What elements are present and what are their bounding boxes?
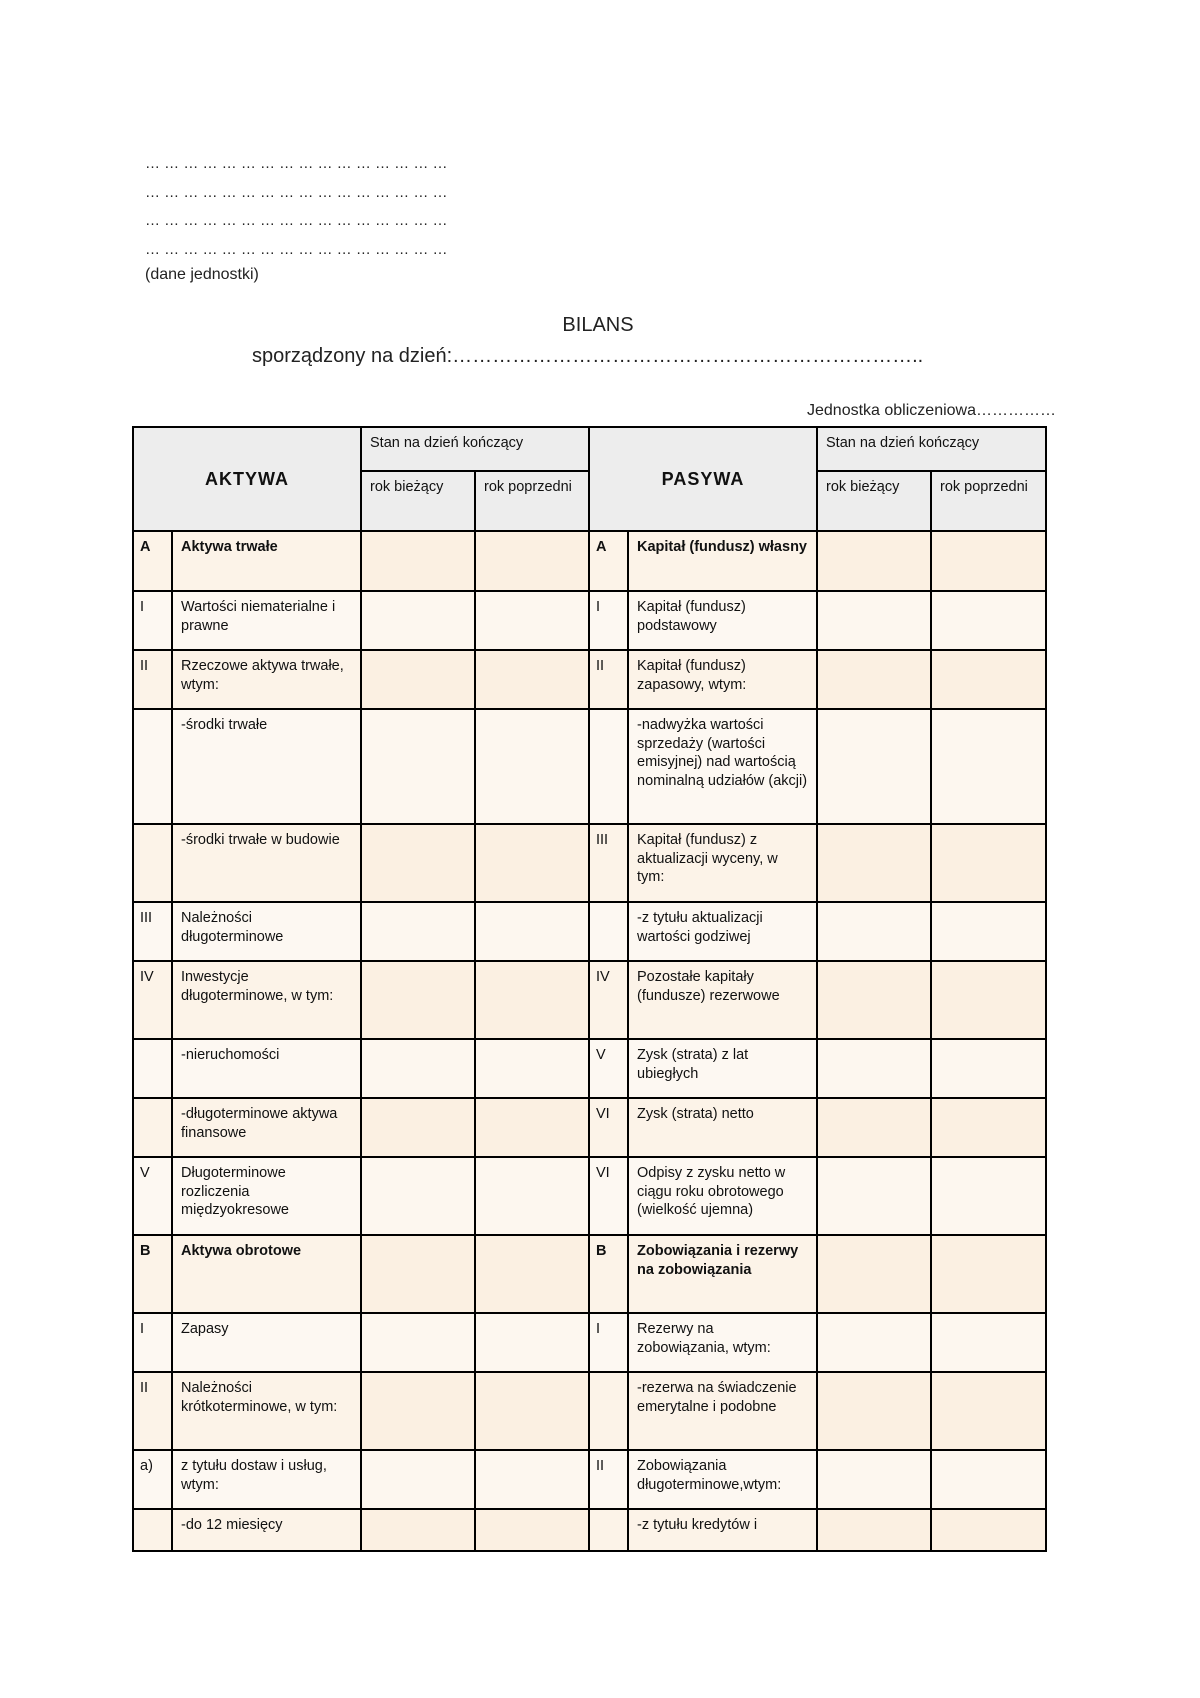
assets-item-label: Rzeczowe aktywa trwałe, wtym: [172, 650, 361, 709]
assets-item-label: Zapasy [172, 1313, 361, 1372]
assets-previous-year-value[interactable] [475, 1039, 589, 1098]
liabilities-item-label: Zysk (strata) z lat ubiegłych [628, 1039, 817, 1098]
assets-item-label: Należności długoterminowe [172, 902, 361, 961]
assets-previous-year-value[interactable] [475, 1235, 589, 1313]
assets-current-year-value[interactable] [361, 961, 475, 1039]
liabilities-item-number [589, 902, 628, 961]
assets-current-year-value[interactable] [361, 1098, 475, 1157]
assets-current-year-value[interactable] [361, 709, 475, 824]
assets-current-year-value[interactable] [361, 531, 475, 591]
unit-data-block [145, 150, 448, 290]
balance-sheet-table [132, 426, 1047, 1552]
liabilities-item-number: VI [589, 1098, 628, 1157]
liabilities-item-number: VI [589, 1157, 628, 1235]
liabilities-current-year-value[interactable] [817, 1157, 931, 1235]
assets-current-year-value[interactable] [361, 591, 475, 650]
table-row [133, 1372, 1046, 1450]
liabilities-item-number: III [589, 824, 628, 902]
liabilities-current-year-value[interactable] [817, 902, 931, 961]
liabilities-current-year-value[interactable] [817, 709, 931, 824]
liabilities-previous-year-value[interactable] [931, 709, 1046, 824]
liabilities-item-number [589, 1372, 628, 1450]
liabilities-item-label: Kapitał (fundusz) zapasowy, wtym: [628, 650, 817, 709]
liabilities-current-year-value[interactable] [817, 1313, 931, 1372]
liabilities-previous-year-value[interactable] [931, 1157, 1046, 1235]
liabilities-previous-year-value[interactable] [931, 1450, 1046, 1509]
assets-current-year-value[interactable] [361, 902, 475, 961]
liabilities-current-year-value[interactable] [817, 961, 931, 1039]
unit-line: … … … … … … … … … … … … … … … … [145, 240, 448, 258]
liabilities-item-number: I [589, 1313, 628, 1372]
liabilities-item-label: Pozostałe kapitały (fundusze) rezerwowe [628, 961, 817, 1039]
liabilities-item-number: B [589, 1235, 628, 1313]
assets-current-year-value[interactable] [361, 1157, 475, 1235]
liabilities-item-label: -z tytułu aktualizacji wartości godziwej [628, 902, 817, 961]
assets-item-label: -długoterminowe aktywa finansowe [172, 1098, 361, 1157]
liabilities-item-label: -z tytułu kredytów i [628, 1509, 817, 1551]
liabilities-item-label: -nadwyżka wartości sprzedaży (wartości emisyjnej) nad wartością nominalną udziałów (akcji) [628, 709, 817, 824]
liabilities-item-number [589, 1509, 628, 1551]
table-row [133, 1313, 1046, 1372]
liabilities-previous-year-value[interactable] [931, 531, 1046, 591]
assets-current-year-value[interactable] [361, 824, 475, 902]
liabilities-previous-year-value[interactable] [931, 650, 1046, 709]
assets-current-year-value[interactable] [361, 1235, 475, 1313]
assets-previous-year-value[interactable] [475, 1372, 589, 1450]
table-row [133, 650, 1046, 709]
assets-header: AKTYWA [133, 427, 361, 531]
assets-item-label: Należności krótkoterminowe, w tym: [172, 1372, 361, 1450]
liabilities-current-year-value[interactable] [817, 650, 931, 709]
assets-period-header: Stan na dzień kończący [361, 427, 589, 471]
liabilities-current-year-value[interactable] [817, 1235, 931, 1313]
liabilities-previous-year-value[interactable] [931, 1509, 1046, 1551]
assets-item-number: V [133, 1157, 172, 1235]
liabilities-item-label: -rezerwa na świadczenie emerytalne i podobne [628, 1372, 817, 1450]
assets-previous-year-value[interactable] [475, 1098, 589, 1157]
assets-item-number [133, 1509, 172, 1551]
table-row [133, 902, 1046, 961]
table-row [133, 1509, 1046, 1551]
liabilities-item-number: I [589, 591, 628, 650]
assets-item-number: a) [133, 1450, 172, 1509]
unit-of-account-note: Jednostka obliczeniowa…………… [807, 402, 1056, 419]
assets-item-number: I [133, 1313, 172, 1372]
assets-previous-year-value[interactable] [475, 591, 589, 650]
assets-previous-year-value[interactable] [475, 650, 589, 709]
liabilities-item-label: Zobowiązania i rezerwy na zobowiązania [628, 1235, 817, 1313]
liabilities-previous-year-value[interactable] [931, 1098, 1046, 1157]
assets-item-number [133, 824, 172, 902]
table-row [133, 824, 1046, 902]
liabilities-header: PASYWA [589, 427, 817, 531]
liabilities-item-label: Kapitał (fundusz) podstawowy [628, 591, 817, 650]
liabilities-current-year-value[interactable] [817, 591, 931, 650]
assets-previous-year-value[interactable] [475, 1313, 589, 1372]
liabilities-current-year-value[interactable] [817, 1450, 931, 1509]
assets-item-label: Aktywa obrotowe [172, 1235, 361, 1313]
liabilities-previous-year-value[interactable] [931, 591, 1046, 650]
liabilities-previous-year-value[interactable] [931, 961, 1046, 1039]
table-row [133, 591, 1046, 650]
assets-current-year-value[interactable] [361, 1039, 475, 1098]
unit-line: … … … … … … … … … … … … … … … … [145, 212, 448, 229]
table-row [133, 1039, 1046, 1098]
liabilities-item-number: V [589, 1039, 628, 1098]
liabilities-item-label: Rezerwy na zobowiązania, wtym: [628, 1313, 817, 1372]
liabilities-current-year-value[interactable] [817, 1372, 931, 1450]
assets-current-year-value[interactable] [361, 1450, 475, 1509]
unit-line: … … … … … … … … … … … … … … … … [145, 155, 448, 172]
document-title: BILANS [562, 314, 634, 336]
assets-current-year-value[interactable] [361, 650, 475, 709]
assets-item-label: Inwestycje długoterminowe, w tym: [172, 961, 361, 1039]
assets-item-label: Długoterminowe rozliczenia międzyokresowe [172, 1157, 361, 1235]
assets-item-number: B [133, 1235, 172, 1313]
liabilities-previous-year-value[interactable] [931, 1235, 1046, 1313]
liabilities-period-header: Stan na dzień kończący [817, 427, 1046, 471]
assets-previous-year-value[interactable] [475, 902, 589, 961]
liabilities-item-label: Zobowiązania długoterminowe,wtym: [628, 1450, 817, 1509]
assets-item-label: -do 12 miesięcy [172, 1509, 361, 1551]
assets-item-number: I [133, 591, 172, 650]
assets-previous-year-value[interactable] [475, 531, 589, 591]
table-row [133, 531, 1046, 591]
assets-previous-year-value[interactable] [475, 1509, 589, 1551]
liabilities-previous-year-value[interactable] [931, 1372, 1046, 1450]
assets-previous-year-value[interactable] [475, 1450, 589, 1509]
assets-item-number: II [133, 1372, 172, 1450]
assets-item-label: -nieruchomości [172, 1039, 361, 1098]
assets-previous-year-value[interactable] [475, 961, 589, 1039]
liabilities-current-year-value[interactable] [817, 824, 931, 902]
liabilities-current-year-value[interactable] [817, 1039, 931, 1098]
assets-previous-year-header: rok poprzedni [475, 471, 589, 531]
table-row [133, 1157, 1046, 1235]
liabilities-previous-year-value[interactable] [931, 1313, 1046, 1372]
liabilities-current-year-value[interactable] [817, 531, 931, 591]
assets-item-label: -środki trwałe w budowie [172, 824, 361, 902]
table-row [133, 1098, 1046, 1157]
assets-previous-year-value[interactable] [475, 1157, 589, 1235]
document-subtitle: sporządzony na dzień:…………………………………………………………….. [252, 345, 924, 367]
table-row [133, 709, 1046, 824]
liabilities-item-number [589, 709, 628, 824]
assets-item-label: Aktywa trwałe [172, 531, 361, 591]
liabilities-previous-year-value[interactable] [931, 824, 1046, 902]
liabilities-item-number: A [589, 531, 628, 591]
liabilities-previous-year-value[interactable] [931, 1039, 1046, 1098]
assets-current-year-value[interactable] [361, 1372, 475, 1450]
liabilities-current-year-value[interactable] [817, 1509, 931, 1551]
assets-item-number [133, 709, 172, 824]
table-row [133, 1235, 1046, 1313]
balance-rows [133, 531, 1046, 1551]
liabilities-item-number: II [589, 650, 628, 709]
assets-item-label: z tytułu dostaw i usług, wtym: [172, 1450, 361, 1509]
liabilities-previous-year-value[interactable] [931, 902, 1046, 961]
liabilities-current-year-header: rok bieżący [817, 471, 931, 531]
liabilities-item-label: Kapitał (fundusz) z aktualizacji wyceny, w tym: [628, 824, 817, 902]
assets-item-number: II [133, 650, 172, 709]
assets-item-label: -środki trwałe [172, 709, 361, 824]
table-row [133, 1450, 1046, 1509]
liabilities-item-label: Zysk (strata) netto [628, 1098, 817, 1157]
assets-item-number [133, 1098, 172, 1157]
assets-current-year-value[interactable] [361, 1509, 475, 1551]
liabilities-item-number: IV [589, 961, 628, 1039]
assets-previous-year-value[interactable] [475, 709, 589, 824]
assets-current-year-value[interactable] [361, 1313, 475, 1372]
assets-current-year-header: rok bieżący [361, 471, 475, 531]
assets-item-number [133, 1039, 172, 1098]
assets-item-number: IV [133, 961, 172, 1039]
assets-item-number: III [133, 902, 172, 961]
liabilities-item-label: Kapitał (fundusz) własny [628, 531, 817, 591]
assets-item-label: Wartości niematerialne i prawne [172, 591, 361, 650]
unit-caption: (dane jednostki) [145, 266, 259, 283]
liabilities-previous-year-header: rok poprzedni [931, 471, 1046, 531]
assets-previous-year-value[interactable] [475, 824, 589, 902]
unit-line: … … … … … … … … … … … … … … … … [145, 183, 448, 201]
assets-item-number: A [133, 531, 172, 591]
liabilities-item-label: Odpisy z zysku netto w ciągu roku obrotowego (wielkość ujemna) [628, 1157, 817, 1235]
liabilities-item-number: II [589, 1450, 628, 1509]
table-row [133, 961, 1046, 1039]
liabilities-current-year-value[interactable] [817, 1098, 931, 1157]
